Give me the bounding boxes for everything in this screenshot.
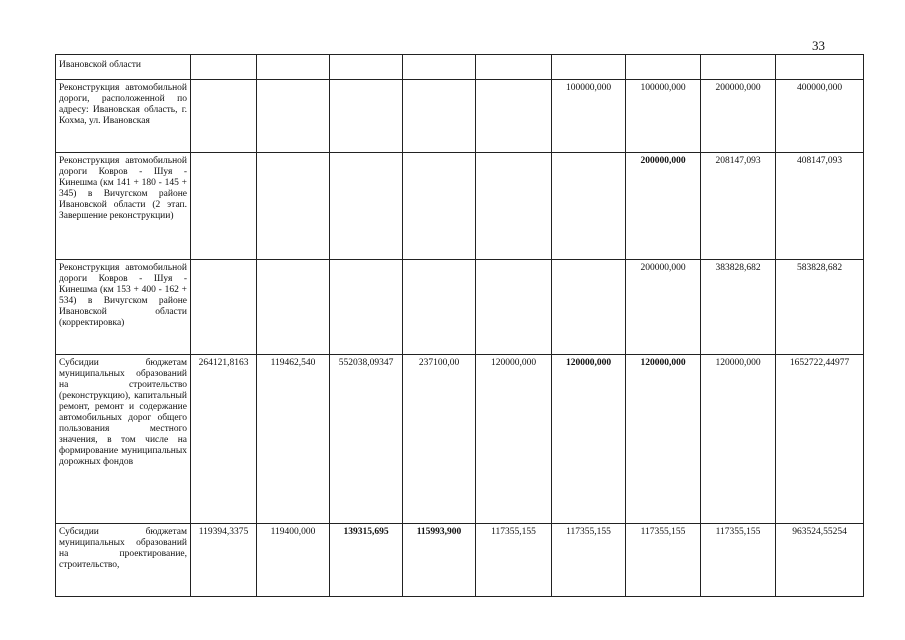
cell-value: 117355,155 [626,524,701,597]
cell-value [191,80,257,153]
table-row [56,80,864,153]
cell-value: 119394,3375 [191,524,257,597]
cell-value: 383828,682 [701,260,776,355]
row-label: Реконструкция автомобильной дороги Ковров - Шуя - Кинешма (км 153 + 400 - 162 + 534) в Вичугском районе Ивановской области (корректировка) [56,260,191,355]
cell-value: 120000,000 [701,355,776,524]
cell-value: 120000,000 [552,355,626,524]
cell-value [191,55,257,80]
cell-value [403,153,476,260]
cell-value: 264121,8163 [191,355,257,524]
page-number: 33 [812,38,825,53]
cell-value [330,153,403,260]
cell-value: 552038,09347 [330,355,403,524]
cell-value: 963524,55254 [776,524,864,597]
cell-value: 115993,900 [403,524,476,597]
cell-value: 200000,000 [626,153,701,260]
cell-value [330,80,403,153]
cell-value [626,55,701,80]
cell-value [257,153,330,260]
cell-value: 237100,00 [403,355,476,524]
cell-value [552,260,626,355]
cell-value [776,55,864,80]
table-row [56,524,864,597]
table-row [56,55,864,80]
table-row [56,355,864,524]
cell-value [257,80,330,153]
cell-value: 200000,000 [701,80,776,153]
cell-value [403,55,476,80]
budget-table [55,54,864,597]
row-label: Реконструкция автомобильной дороги, расположенной по адресу: Ивановская область, г. Кохма, ул. Ивановская [56,80,191,153]
cell-value: 120000,000 [626,355,701,524]
cell-value [330,260,403,355]
cell-value: 117355,155 [701,524,776,597]
cell-value: 208147,093 [701,153,776,260]
cell-value [403,260,476,355]
cell-value: 583828,682 [776,260,864,355]
cell-value [476,55,552,80]
row-label: Субсидии бюджетам муниципальных образований на строительство (реконструкцию), капитальный ремонт, ремонт и содержание автомобильных дорог общего пользования местного значения, в том числе на формирование муниципальных дорожных фондов [56,355,191,524]
cell-value: 1652722,44977 [776,355,864,524]
cell-value [476,260,552,355]
cell-value [552,55,626,80]
cell-value [257,260,330,355]
row-label: Субсидии бюджетам муниципальных образований на проектирование, строительство, [56,524,191,597]
table-row [56,153,864,260]
cell-value: 100000,000 [552,80,626,153]
cell-value [191,260,257,355]
table-row [56,260,864,355]
cell-value: 200000,000 [626,260,701,355]
row-label: Ивановской области [56,55,191,80]
cell-value [191,153,257,260]
cell-value: 120000,000 [476,355,552,524]
cell-value [476,80,552,153]
row-label: Реконструкция автомобильной дороги Ковров - Шуя - Кинешма (км 141 + 180 - 145 + 345) в Вичугском районе Ивановской области (2 этап. Завершение реконструкции) [56,153,191,260]
cell-value [257,55,330,80]
cell-value: 408147,093 [776,153,864,260]
cell-value: 139315,695 [330,524,403,597]
cell-value: 117355,155 [476,524,552,597]
cell-value [403,80,476,153]
cell-value [476,153,552,260]
cell-value: 119462,540 [257,355,330,524]
cell-value: 117355,155 [552,524,626,597]
cell-value: 100000,000 [626,80,701,153]
cell-value [552,153,626,260]
cell-value [330,55,403,80]
cell-value [701,55,776,80]
cell-value: 119400,000 [257,524,330,597]
cell-value: 400000,000 [776,80,864,153]
